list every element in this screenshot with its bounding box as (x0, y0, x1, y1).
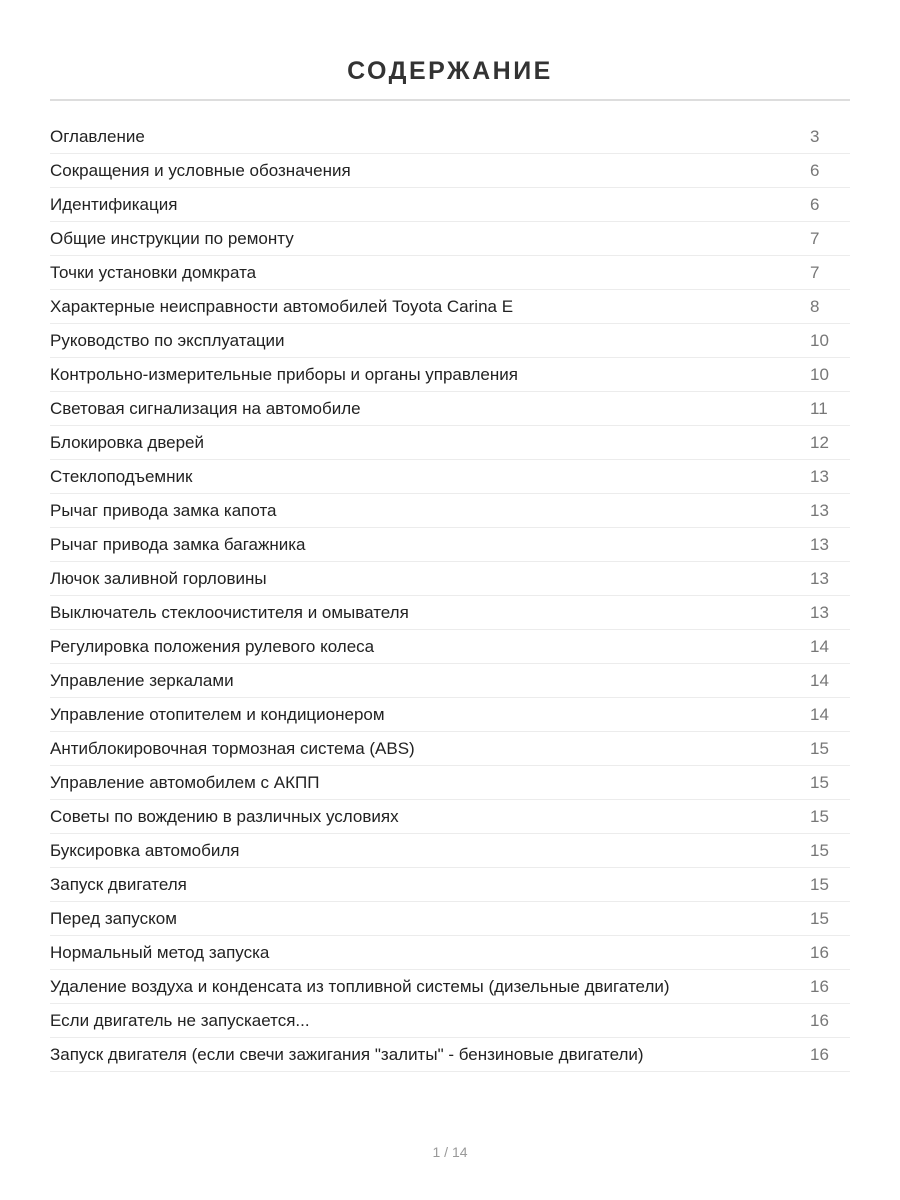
toc-entry[interactable] (50, 1004, 850, 1038)
toc-entry[interactable] (50, 154, 850, 188)
title-divider (50, 99, 850, 101)
toc-entry-page-number: 6 (810, 195, 820, 214)
toc-entry-title: Руководство по эксплуатации (50, 331, 285, 350)
toc-entry-title: Сокращения и условные обозначения (50, 161, 351, 180)
toc-entry-page-number: 10 (810, 365, 829, 384)
toc-entry[interactable] (50, 1038, 850, 1072)
toc-entry-page-number: 15 (810, 875, 829, 894)
toc-entry-title: Регулировка положения рулевого колеса (50, 637, 375, 656)
toc-entry-page-number: 15 (810, 909, 829, 928)
toc-entry-title: Если двигатель не запускается... (50, 1011, 310, 1030)
toc-entry[interactable] (50, 562, 850, 596)
toc-entry-page-number: 14 (810, 671, 829, 690)
toc-entry-title: Удаление воздуха и конденсата из топливной системы (дизельные двигатели) (50, 977, 670, 996)
toc-entry-page-number: 7 (810, 229, 820, 248)
toc-entry-page-number: 8 (810, 297, 820, 316)
toc-entry[interactable] (50, 256, 850, 290)
toc-entry[interactable] (50, 834, 850, 868)
page-title: СОДЕРЖАНИЕ (347, 56, 553, 85)
toc-entry[interactable] (50, 630, 850, 664)
toc-entry-title: Точки установки домкрата (50, 263, 257, 282)
toc-entry-title: Управление автомобилем с АКПП (50, 773, 320, 792)
toc-entry[interactable] (50, 766, 850, 800)
toc-entry-page-number: 13 (810, 569, 829, 588)
toc-entry[interactable] (50, 222, 850, 256)
toc-entry-page-number: 15 (810, 739, 829, 758)
toc-entry[interactable] (50, 596, 850, 630)
toc-entry-page-number: 13 (810, 467, 829, 486)
toc-entry-title: Антиблокировочная тормозная система (ABS) (50, 739, 415, 758)
toc-entry[interactable] (50, 290, 850, 324)
toc-entry-title: Световая сигнализация на автомобиле (50, 399, 361, 418)
toc-entry-title: Стеклоподъемник (50, 467, 193, 486)
table-of-contents (50, 120, 850, 1072)
toc-entry[interactable] (50, 732, 850, 766)
toc-entry[interactable] (50, 324, 850, 358)
toc-entry-title: Управление зеркалами (50, 671, 234, 690)
toc-entry-title: Оглавление (50, 127, 145, 146)
toc-entry-title: Выключатель стеклоочистителя и омывателя (50, 603, 409, 622)
toc-entry-page-number: 16 (810, 1045, 829, 1064)
toc-entry-title: Рычаг привода замка капота (50, 501, 277, 520)
toc-entry-title: Буксировка автомобиля (50, 841, 240, 860)
toc-entry[interactable] (50, 392, 850, 426)
toc-entry[interactable] (50, 528, 850, 562)
toc-entry[interactable] (50, 188, 850, 222)
toc-entry[interactable] (50, 494, 850, 528)
toc-entry-page-number: 15 (810, 841, 829, 860)
toc-entry-page-number: 10 (810, 331, 829, 350)
toc-entry[interactable] (50, 936, 850, 970)
toc-entry-page-number: 13 (810, 501, 829, 520)
toc-entry-title: Лючок заливной горловины (50, 569, 267, 588)
toc-entry-page-number: 16 (810, 1011, 829, 1030)
toc-entry-title: Рычаг привода замка багажника (50, 535, 306, 554)
toc-entry-page-number: 12 (810, 433, 829, 452)
toc-entry-page-number: 13 (810, 603, 829, 622)
toc-entry[interactable] (50, 664, 850, 698)
toc-entry-page-number: 16 (810, 977, 829, 996)
toc-entry-title: Контрольно-измерительные приборы и органы управления (50, 365, 518, 384)
toc-entry[interactable] (50, 698, 850, 732)
toc-entry-page-number: 14 (810, 705, 829, 724)
toc-entry-title: Нормальный метод запуска (50, 943, 270, 962)
toc-entry-title: Управление отопителем и кондиционером (50, 705, 385, 724)
page-indicator: 1 / 14 (432, 1144, 468, 1160)
toc-entry[interactable] (50, 868, 850, 902)
toc-entry[interactable] (50, 426, 850, 460)
toc-entry-page-number: 15 (810, 773, 829, 792)
toc-entry-page-number: 11 (810, 399, 828, 418)
toc-entry-title: Перед запуском (50, 909, 177, 928)
toc-entry-title: Блокировка дверей (50, 433, 205, 452)
toc-entry-page-number: 7 (810, 263, 820, 282)
toc-entry[interactable] (50, 120, 850, 154)
toc-entry-page-number: 6 (810, 161, 820, 180)
toc-entry[interactable] (50, 460, 850, 494)
toc-entry-page-number: 14 (810, 637, 829, 656)
toc-entry[interactable] (50, 800, 850, 834)
toc-entry-title: Запуск двигателя (50, 875, 187, 894)
toc-entry-page-number: 3 (810, 127, 820, 146)
toc-entry[interactable] (50, 358, 850, 392)
toc-entry[interactable] (50, 902, 850, 936)
toc-entry-page-number: 13 (810, 535, 829, 554)
toc-entry-title: Идентификация (50, 195, 178, 214)
toc-entry-title: Общие инструкции по ремонту (50, 229, 294, 248)
toc-entry-page-number: 15 (810, 807, 829, 826)
toc-entry-title: Характерные неисправности автомобилей Toyota Carina E (50, 297, 514, 316)
toc-entry[interactable] (50, 970, 850, 1004)
toc-entry-title: Советы по вождению в различных условиях (50, 807, 399, 826)
toc-entry-title: Запуск двигателя (если свечи зажигания "залиты" - бензиновые двигатели) (50, 1045, 644, 1064)
toc-entry-page-number: 16 (810, 943, 829, 962)
